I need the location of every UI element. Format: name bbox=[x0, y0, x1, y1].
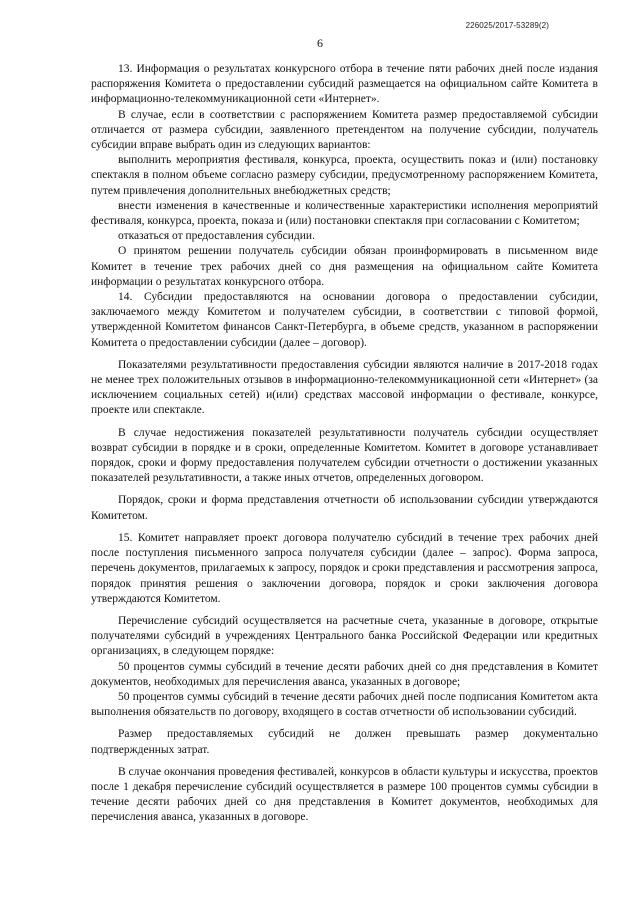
document-id: 226025/2017-53289(2) bbox=[465, 21, 549, 30]
paragraph: 13. Информация о результатах конкурсного отбора в течение пяти рабочих дней после издания распоряжения Комитета о предоставлении субсидий размещается на официальном сайте Комитета в информационно-телекоммуникационной сети «Интернет». bbox=[91, 63, 598, 106]
paragraph: Перечисление субсидий осуществляется на расчетные счета, указанные в договоре, открытые получателями субсидий в учреждениях Центрального банка Российской Федерации или кредитных организациях, в следующем порядке: bbox=[91, 614, 598, 658]
paragraph: 50 процентов суммы субсидий в течение десяти рабочих дней после подписания Комитетом акта выполнения обязательств по договору, входящего в состав отчетности об использовании субсидий. bbox=[91, 690, 598, 719]
paragraph: 14. Субсидии предоставляются на основании договора о предоставлении субсидии, заключаемого между Комитетом и получателем субсидии, в соответствии с типовой формой, утвержденной Комитетом финансов Санкт-Петербурга, в объеме средств, указанном в распоряжении Комитета о предоставлении субсидии (далее – договор). bbox=[91, 291, 598, 349]
paragraph: В случае окончания проведения фестивалей, конкурсов в области культуры и искусства, проектов после 1 декабря перечисление субсидий осуществляется в размере 100 процентов суммы субсидии в течение десяти рабочих дней со дня представления в Комитет документов, необходимых для перечисления аванса, указанных в договоре. bbox=[91, 765, 598, 824]
paragraph: О принятом решении получатель субсидии обязан проинформировать в письменном виде Комитет в течение трех рабочих дней со дня размещения на официальном сайте Комитета информации о результатах конкурсного отбора. bbox=[91, 245, 598, 288]
paragraph: Порядок, сроки и форма представления отчетности об использовании субсидии утверждаются Комитетом. bbox=[91, 494, 598, 522]
document-body bbox=[91, 62, 598, 826]
paragraph: 15. Комитет направляет проект договора получателю субсидий в течение трех рабочих дней после поступления письменного запроса получателя субсидии (далее – запрос). Форма запроса, перечень документов, прилагаемых к запросу, порядок и сроки представления и рассмотрения запроса, порядок принятия решения о заключении договора, порядок и сроки заключения договора утверждаются Комитетом. bbox=[91, 531, 598, 605]
paragraph: В случае, если в соответствии с распоряжением Комитета размер предоставляемой субсидии отличается от размера субсидии, заявленного претендентом на получение субсидии, получатель субсидии вправе выбрать один из следующих вариантов: bbox=[91, 108, 598, 152]
paragraph: внести изменения в качественные и количественные характеристики исполнения мероприятий фестиваля, конкурса, проекта, показа и (или) постановки спектакля при согласовании с Комитетом; bbox=[91, 199, 598, 228]
paragraph: В случае недостижения показателей результативности получатель субсидии осуществляет возврат субсидии в порядке и в сроки, определенные Комитетом. Комитет в договоре устанавливает порядок, сроки и форму предоставления получателем субсидии отчетности о достижении указанных показателей результативности, а также иных отчетов, определенных договором. bbox=[91, 426, 598, 485]
paragraph: 50 процентов суммы субсидий в течение десяти рабочих дней со дня представления в Комитет документов, необходимых для перечисления аванса, указанных в договоре; bbox=[91, 660, 598, 688]
paragraph: Размер предоставляемых субсидий не должен превышать размер документально подтвержденных затрат. bbox=[91, 728, 598, 756]
page-number: 6 bbox=[317, 36, 323, 50]
paragraph: Показателями результативности предоставления субсидии являются наличие в 2017-2018 годах не менее трех положительных отзывов в информационно-телекоммуникационной сети «Интернет» (за исключением социальных сетей) и(или) средствах массовой информации о фестивале, конкурсе, проекте или спектакле. bbox=[91, 358, 598, 417]
paragraph: отказаться от предоставления субсидии. bbox=[118, 230, 315, 243]
paragraph: выполнить мероприятия фестиваля, конкурса, проекта, осуществить показ и (или) постановку спектакля в полном объеме согласно размеру субсидии, предусмотренному распоряжением Комитета, путем привлечения дополнительных внебюджетных средств; bbox=[91, 154, 598, 197]
